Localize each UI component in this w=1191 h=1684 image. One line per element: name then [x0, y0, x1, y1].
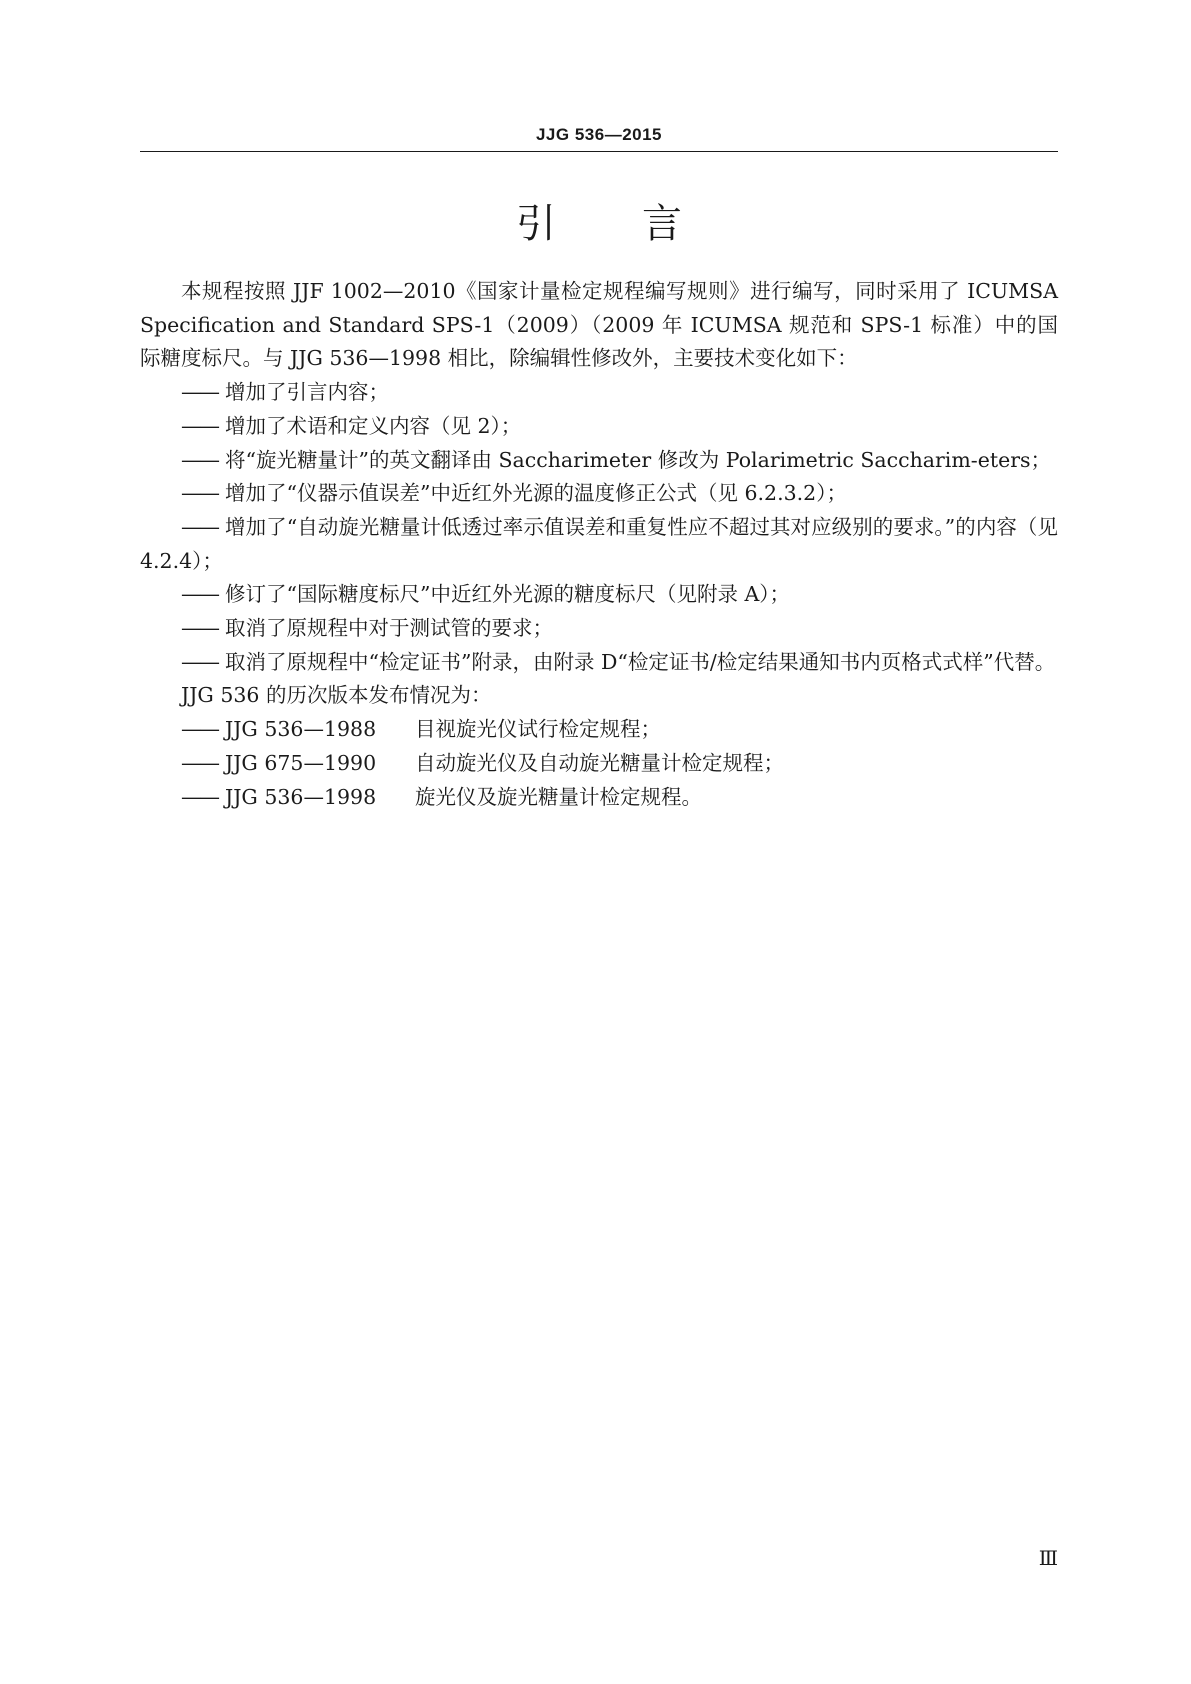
history-intro: JJG 536 的历次版本发布情况为： — [181, 683, 492, 708]
list-dash: —— — [181, 447, 218, 472]
running-header: JJG 536—2015 — [535, 125, 663, 144]
version-code: JJG 536—1998 — [225, 784, 377, 809]
version-name: 自动旋光仪及自动旋光糖量计检定规程； — [415, 750, 784, 775]
change-text: 增加了“仪器示值误差”中近红外光源的温度修正公式（见 6.2.3.2）； — [225, 481, 847, 506]
list-dash: —— — [181, 750, 218, 775]
version-name: 目视旋光仪试行检定规程； — [415, 717, 661, 742]
change-item — [140, 578, 1058, 612]
list-dash: —— — [181, 582, 218, 607]
page-number: Ⅲ — [1038, 1546, 1058, 1570]
change-item — [140, 410, 1058, 444]
list-dash: —— — [181, 784, 218, 809]
list-dash: —— — [181, 616, 218, 641]
section-title — [140, 196, 1058, 252]
version-name: 旋光仪及旋光糖量计检定规程。 — [415, 784, 702, 809]
change-item — [140, 444, 1058, 478]
list-dash: —— — [181, 514, 218, 539]
list-dash: —— — [181, 413, 218, 438]
change-item — [140, 477, 1058, 511]
change-text: 修订了“国际糖度标尺”中近红外光源的糖度标尺（见附录 A）； — [225, 582, 791, 607]
change-item — [140, 612, 1058, 646]
change-item — [140, 511, 1058, 578]
history-item — [140, 781, 1058, 815]
title-char-1: 引 — [516, 201, 556, 247]
change-text: 增加了术语和定义内容（见 2）； — [225, 413, 522, 438]
version-code: JJG 536—1988 — [225, 717, 377, 742]
history-item — [140, 747, 1058, 781]
change-text: 增加了引言内容； — [225, 380, 389, 405]
list-dash: —— — [181, 649, 218, 674]
change-item — [140, 646, 1058, 680]
change-text: 取消了原规程中对于测试管的要求； — [225, 616, 553, 641]
history-item — [140, 713, 1058, 747]
change-text: 将“旋光糖量计”的英文翻译由 Saccharimeter 修改为 Polarimetric Saccharim-eters； — [225, 447, 1052, 472]
list-dash: —— — [181, 380, 218, 405]
intro-paragraph: 本规程按照 JJF 1002—2010《国家计量检定规程编写规则》进行编写，同时采用了 ICUMSA Specification and Standard SPS-1（2009）（2009 年 ICUMSA 规范和 SPS-1 标准）中的国际糖度标尺。与 JJG 536—1998 相比，除编辑性修改外，主要技术变化如下： — [140, 279, 1058, 371]
list-dash: —— — [181, 717, 218, 742]
document-body — [140, 275, 1058, 814]
change-text: 增加了“自动旋光糖量计低透过率示值误差和重复性应不超过其对应级别的要求。”的内容（见 4.2.4）； — [140, 514, 1058, 573]
change-item — [140, 376, 1058, 410]
header-rule — [140, 151, 1058, 152]
list-dash: —— — [181, 481, 218, 506]
title-char-2: 言 — [642, 201, 682, 247]
change-text: 取消了原规程中“检定证书”附录，由附录 D“检定证书/检定结果通知书内页格式式样”代替。 — [225, 649, 1056, 674]
version-code: JJG 675—1990 — [225, 750, 377, 775]
